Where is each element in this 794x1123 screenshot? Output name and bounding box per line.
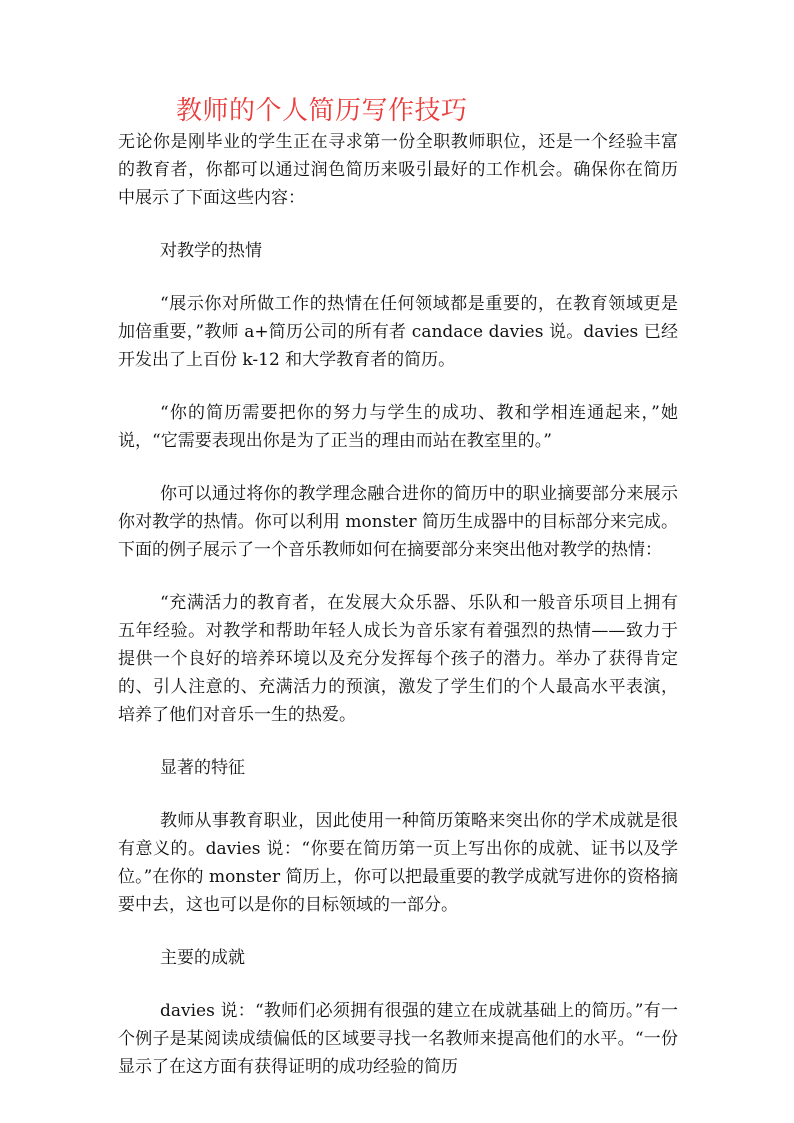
paragraph-resume-connect: “你的简历需要把你的努力与学生的成功、教和学相连通起来，”她说，“它需要表现出你是为了正当的理由而站在教室里的。” bbox=[118, 403, 678, 451]
paragraph-gap bbox=[118, 455, 678, 480]
paragraph-passion-quote: “展示你对所做工作的热情在任何领域都是重要的，在教育领域更是加倍重要，”教师 a+简历公司的所有者 candace davies 说。davies 已经开发出了上百份 k-12 和大学教育者的简历。 bbox=[118, 294, 678, 370]
paragraph-gap bbox=[118, 374, 678, 399]
paragraph-gap bbox=[118, 972, 678, 997]
paragraph-gap bbox=[118, 265, 678, 290]
section-heading-passion: 对教学的热情 bbox=[160, 241, 262, 261]
document-body bbox=[118, 128, 678, 1081]
document-title: 教师的个人简历写作技巧 bbox=[176, 96, 468, 126]
intro-paragraph: 无论你是刚毕业的学生正在寻求第一份全职教师职位，还是一个经验丰富的教育者，你都可以通过润色简历来吸引最好的工作机会。确保你在简历中展示了下面这些内容： bbox=[118, 132, 678, 208]
paragraph-gap bbox=[118, 782, 678, 807]
section-heading-features: 显著的特征 bbox=[160, 758, 245, 778]
paragraph-academic-achievements: 教师从事教育职业，因此使用一种简历策略来突出你的学术成就是很有意义的。davies 说：“你要在简历第一页上写出你的成就、证书以及学位。”在你的 monster 简历上，你可以把最重要的教学成就写进你的资格摘要中去，这也可以是你的目标领域的一部分。 bbox=[118, 811, 678, 915]
paragraph-gap bbox=[118, 919, 678, 944]
paragraph-main-achievements: davies 说：“教师们必须拥有很强的建立在成就基础上的简历。”有一个例子是某阅读成绩偏低的区域要寻找一名教师来提高他们的水平。“一份显示了在这方面有获得证明的成功经验的简历 bbox=[118, 1001, 678, 1077]
paragraph-gap bbox=[118, 212, 678, 237]
paragraph-gap bbox=[118, 564, 678, 589]
section-heading-achievements: 主要的成就 bbox=[160, 948, 245, 968]
paragraph-music-example: “充满活力的教育者，在发展大众乐器、乐队和一般音乐项目上拥有五年经验。对教学和帮助年轻人成长为音乐家有着强烈的热情——致力于提供一个良好的培养环境以及充分发挥每个孩子的潜力。举办了获得肯定的、引人注意的、充满活力的预演，激发了学生们的个人最高水平表演，培养了他们对音乐一生的热爱。 bbox=[118, 593, 678, 725]
paragraph-gap bbox=[118, 729, 678, 754]
paragraph-summary-advice: 你可以通过将你的教学理念融合进你的简历中的职业摘要部分来展示你对教学的热情。你可以利用 monster 简历生成器中的目标部分来完成。下面的例子展示了一个音乐教师如何在摘要部分来突出他对教学的热情： bbox=[118, 484, 678, 560]
